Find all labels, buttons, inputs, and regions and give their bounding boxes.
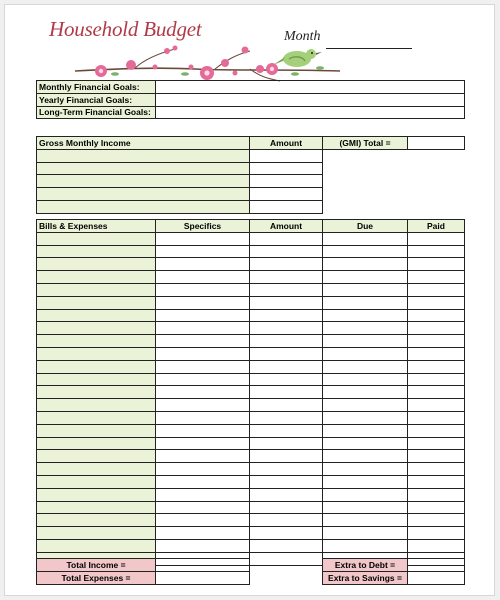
bill-paid-cell[interactable] (408, 296, 465, 309)
bill-amount-cell[interactable] (250, 360, 323, 373)
bill-amount-cell[interactable] (250, 501, 323, 514)
bill-row (37, 527, 465, 540)
bill-row (37, 258, 465, 271)
bill-row (37, 463, 465, 476)
bills-expenses-header: Bills & Expenses (37, 220, 156, 233)
bill-specifics-cell[interactable] (156, 527, 250, 540)
bill-due-cell[interactable] (323, 245, 408, 258)
bill-amount-cell[interactable] (250, 258, 323, 271)
bill-name-cell[interactable] (37, 296, 156, 309)
bill-due-cell[interactable] (323, 539, 408, 552)
bill-name-cell[interactable] (37, 437, 156, 450)
bill-paid-cell[interactable] (408, 347, 465, 360)
spacer (408, 149, 465, 162)
bill-paid-cell[interactable] (408, 501, 465, 514)
goal-label: Long-Term Financial Goals: (37, 106, 156, 119)
goal-row (37, 93, 465, 106)
bill-paid-cell[interactable] (408, 527, 465, 540)
bill-name-cell[interactable] (37, 386, 156, 399)
goal-entry-cell[interactable] (156, 106, 465, 119)
bill-amount-cell[interactable] (250, 527, 323, 540)
bill-paid-cell[interactable] (408, 424, 465, 437)
bill-due-cell[interactable] (323, 232, 408, 245)
totals-row (37, 559, 465, 572)
bill-row (37, 399, 465, 412)
bill-specifics-cell[interactable] (156, 373, 250, 386)
bill-name-cell[interactable] (37, 373, 156, 386)
goal-label: Monthly Financial Goals: (37, 81, 156, 94)
bill-row (37, 245, 465, 258)
bill-due-cell[interactable] (323, 514, 408, 527)
bill-row (37, 309, 465, 322)
bill-paid-cell[interactable] (408, 488, 465, 501)
bill-specifics-cell[interactable] (156, 463, 250, 476)
bill-name-cell[interactable] (37, 450, 156, 463)
bill-amount-cell[interactable] (250, 322, 323, 335)
bill-specifics-cell[interactable] (156, 360, 250, 373)
bill-name-cell[interactable] (37, 411, 156, 424)
bill-due-cell[interactable] (323, 271, 408, 284)
income-row (37, 188, 465, 201)
bill-amount-cell[interactable] (250, 271, 323, 284)
goal-row (37, 81, 465, 94)
bill-amount-cell[interactable] (250, 296, 323, 309)
bill-due-cell[interactable] (323, 424, 408, 437)
bill-paid-cell[interactable] (408, 245, 465, 258)
bill-amount-cell[interactable] (250, 232, 323, 245)
income-source-cell[interactable] (37, 188, 250, 201)
gmi-total-cell[interactable] (408, 137, 465, 150)
bill-name-cell[interactable] (37, 335, 156, 348)
bill-name-cell[interactable] (37, 347, 156, 360)
income-source-cell[interactable] (37, 149, 250, 162)
income-row (37, 175, 465, 188)
spacer (323, 188, 408, 201)
bill-due-cell[interactable] (323, 501, 408, 514)
month-label: Month (284, 29, 321, 44)
goal-row (37, 106, 465, 119)
bill-name-cell[interactable] (37, 475, 156, 488)
totals-row (37, 571, 465, 584)
bill-row (37, 322, 465, 335)
extra-to-savings-label: Extra to Savings = (323, 571, 408, 584)
bill-paid-cell[interactable] (408, 386, 465, 399)
extra-to-debt-cell[interactable] (408, 559, 465, 572)
bill-paid-cell[interactable] (408, 450, 465, 463)
income-row (37, 162, 465, 175)
bill-due-cell[interactable] (323, 437, 408, 450)
bill-amount-cell[interactable] (250, 463, 323, 476)
bill-amount-cell[interactable] (250, 245, 323, 258)
bill-paid-cell[interactable] (408, 463, 465, 476)
bill-amount-cell[interactable] (250, 411, 323, 424)
bill-due-cell[interactable] (323, 283, 408, 296)
bill-name-cell[interactable] (37, 501, 156, 514)
gross-income-table (36, 136, 465, 214)
financial-goals-table (36, 80, 465, 119)
bill-specifics-cell[interactable] (156, 424, 250, 437)
bill-name-cell[interactable] (37, 527, 156, 540)
bill-row (37, 283, 465, 296)
bill-specifics-cell[interactable] (156, 539, 250, 552)
bill-due-cell[interactable] (323, 475, 408, 488)
bill-amount-cell[interactable] (250, 539, 323, 552)
bill-row (37, 514, 465, 527)
bills-header-row (37, 220, 465, 233)
bill-specifics-cell[interactable] (156, 386, 250, 399)
bill-specifics-cell[interactable] (156, 475, 250, 488)
income-row (37, 200, 465, 213)
bill-due-cell[interactable] (323, 335, 408, 348)
bill-due-cell[interactable] (323, 296, 408, 309)
bill-amount-cell[interactable] (250, 424, 323, 437)
bill-specifics-cell[interactable] (156, 335, 250, 348)
bill-amount-cell[interactable] (250, 386, 323, 399)
bill-specifics-cell[interactable] (156, 501, 250, 514)
bill-due-cell[interactable] (323, 347, 408, 360)
bill-specifics-cell[interactable] (156, 437, 250, 450)
bill-row (37, 386, 465, 399)
goal-entry-cell[interactable] (156, 93, 465, 106)
bill-row (37, 424, 465, 437)
spacer (323, 200, 408, 213)
bill-specifics-cell[interactable] (156, 232, 250, 245)
spacer (408, 175, 465, 188)
bill-amount-cell[interactable] (250, 450, 323, 463)
specifics-header: Specifics (156, 220, 250, 233)
bill-row (37, 411, 465, 424)
bill-row (37, 296, 465, 309)
income-amount-cell[interactable] (250, 162, 323, 175)
bill-paid-cell[interactable] (408, 335, 465, 348)
bill-amount-cell[interactable] (250, 399, 323, 412)
income-amount-cell[interactable] (250, 149, 323, 162)
bill-paid-cell[interactable] (408, 373, 465, 386)
bill-paid-cell[interactable] (408, 475, 465, 488)
income-header: Gross Monthly Income (37, 137, 250, 150)
bill-name-cell[interactable] (37, 360, 156, 373)
bill-name-cell[interactable] (37, 283, 156, 296)
bill-amount-cell[interactable] (250, 283, 323, 296)
spacer (408, 162, 465, 175)
bill-name-cell[interactable] (37, 399, 156, 412)
bill-amount-cell[interactable] (250, 309, 323, 322)
spacer (408, 188, 465, 201)
bill-name-cell[interactable] (37, 463, 156, 476)
bill-name-cell[interactable] (37, 271, 156, 284)
total-income-label: Total Income = (37, 559, 156, 572)
bill-specifics-cell[interactable] (156, 309, 250, 322)
bill-specifics-cell[interactable] (156, 514, 250, 527)
bill-row (37, 232, 465, 245)
bill-name-cell[interactable] (37, 245, 156, 258)
bill-row (37, 488, 465, 501)
bill-specifics-cell[interactable] (156, 450, 250, 463)
bill-row (37, 475, 465, 488)
gmi-total-label: (GMI) Total = (323, 137, 408, 150)
bill-specifics-cell[interactable] (156, 283, 250, 296)
paid-header: Paid (408, 220, 465, 233)
goal-label: Yearly Financial Goals: (37, 93, 156, 106)
bill-due-cell[interactable] (323, 373, 408, 386)
bill-paid-cell[interactable] (408, 309, 465, 322)
income-row (37, 149, 465, 162)
total-expenses-cell[interactable] (156, 571, 250, 584)
bill-specifics-cell[interactable] (156, 347, 250, 360)
bill-paid-cell[interactable] (408, 539, 465, 552)
bill-amount-cell[interactable] (250, 373, 323, 386)
bill-specifics-cell[interactable] (156, 322, 250, 335)
bill-name-cell[interactable] (37, 514, 156, 527)
bill-paid-cell[interactable] (408, 514, 465, 527)
extra-to-debt-label: Extra to Debt = (323, 559, 408, 572)
bill-name-cell[interactable] (37, 309, 156, 322)
bill-due-cell[interactable] (323, 322, 408, 335)
bill-specifics-cell[interactable] (156, 411, 250, 424)
page-title: Household Budget (49, 17, 202, 41)
bill-row (37, 360, 465, 373)
spacer (250, 571, 323, 584)
budget-sheet (4, 4, 495, 596)
bill-name-cell[interactable] (37, 424, 156, 437)
bill-amount-cell[interactable] (250, 488, 323, 501)
due-header: Due (323, 220, 408, 233)
bill-specifics-cell[interactable] (156, 488, 250, 501)
goal-entry-cell[interactable] (156, 81, 465, 94)
bill-due-cell[interactable] (323, 258, 408, 271)
bill-paid-cell[interactable] (408, 399, 465, 412)
income-amount-cell[interactable] (250, 188, 323, 201)
bill-due-cell[interactable] (323, 386, 408, 399)
spacer (408, 200, 465, 213)
bill-name-cell[interactable] (37, 322, 156, 335)
bill-paid-cell[interactable] (408, 232, 465, 245)
bird-icon (273, 49, 322, 67)
total-income-cell[interactable] (156, 559, 250, 572)
extra-to-savings-cell[interactable] (408, 571, 465, 584)
bill-row (37, 335, 465, 348)
bill-specifics-cell[interactable] (156, 399, 250, 412)
spacer (250, 559, 323, 572)
bill-paid-cell[interactable] (408, 437, 465, 450)
amount-header: Amount (250, 220, 323, 233)
bill-due-cell[interactable] (323, 450, 408, 463)
bill-row (37, 373, 465, 386)
bill-row (37, 450, 465, 463)
bills-expenses-table (36, 219, 465, 566)
bill-name-cell[interactable] (37, 539, 156, 552)
income-amount-cell[interactable] (250, 175, 323, 188)
bill-row (37, 347, 465, 360)
bill-paid-cell[interactable] (408, 360, 465, 373)
totals-table (36, 558, 465, 585)
income-header-row (37, 137, 465, 150)
bill-name-cell[interactable] (37, 488, 156, 501)
bill-paid-cell[interactable] (408, 283, 465, 296)
bill-paid-cell[interactable] (408, 271, 465, 284)
spacer (323, 175, 408, 188)
cherry-blossom-branch-icon (75, 41, 345, 83)
bill-amount-cell[interactable] (250, 437, 323, 450)
bill-due-cell[interactable] (323, 360, 408, 373)
bill-due-cell[interactable] (323, 488, 408, 501)
bill-amount-cell[interactable] (250, 347, 323, 360)
bill-due-cell[interactable] (323, 463, 408, 476)
bill-row (37, 437, 465, 450)
bill-due-cell[interactable] (323, 309, 408, 322)
spacer (323, 162, 408, 175)
income-amount-cell[interactable] (250, 200, 323, 213)
bill-row (37, 539, 465, 552)
bill-row (37, 501, 465, 514)
bill-amount-cell[interactable] (250, 514, 323, 527)
bill-paid-cell[interactable] (408, 322, 465, 335)
bill-name-cell[interactable] (37, 232, 156, 245)
total-expenses-label: Total Expenses = (37, 571, 156, 584)
income-source-cell[interactable] (37, 175, 250, 188)
bill-specifics-cell[interactable] (156, 258, 250, 271)
bill-paid-cell[interactable] (408, 411, 465, 424)
income-source-cell[interactable] (37, 162, 250, 175)
bill-due-cell[interactable] (323, 399, 408, 412)
income-source-cell[interactable] (37, 200, 250, 213)
bill-specifics-cell[interactable] (156, 271, 250, 284)
bill-due-cell[interactable] (323, 411, 408, 424)
bill-amount-cell[interactable] (250, 335, 323, 348)
bill-name-cell[interactable] (37, 258, 156, 271)
bill-due-cell[interactable] (323, 527, 408, 540)
spacer (323, 149, 408, 162)
income-amount-header: Amount (250, 137, 323, 150)
bill-specifics-cell[interactable] (156, 296, 250, 309)
bill-amount-cell[interactable] (250, 475, 323, 488)
bill-specifics-cell[interactable] (156, 245, 250, 258)
bill-paid-cell[interactable] (408, 258, 465, 271)
bill-row (37, 271, 465, 284)
